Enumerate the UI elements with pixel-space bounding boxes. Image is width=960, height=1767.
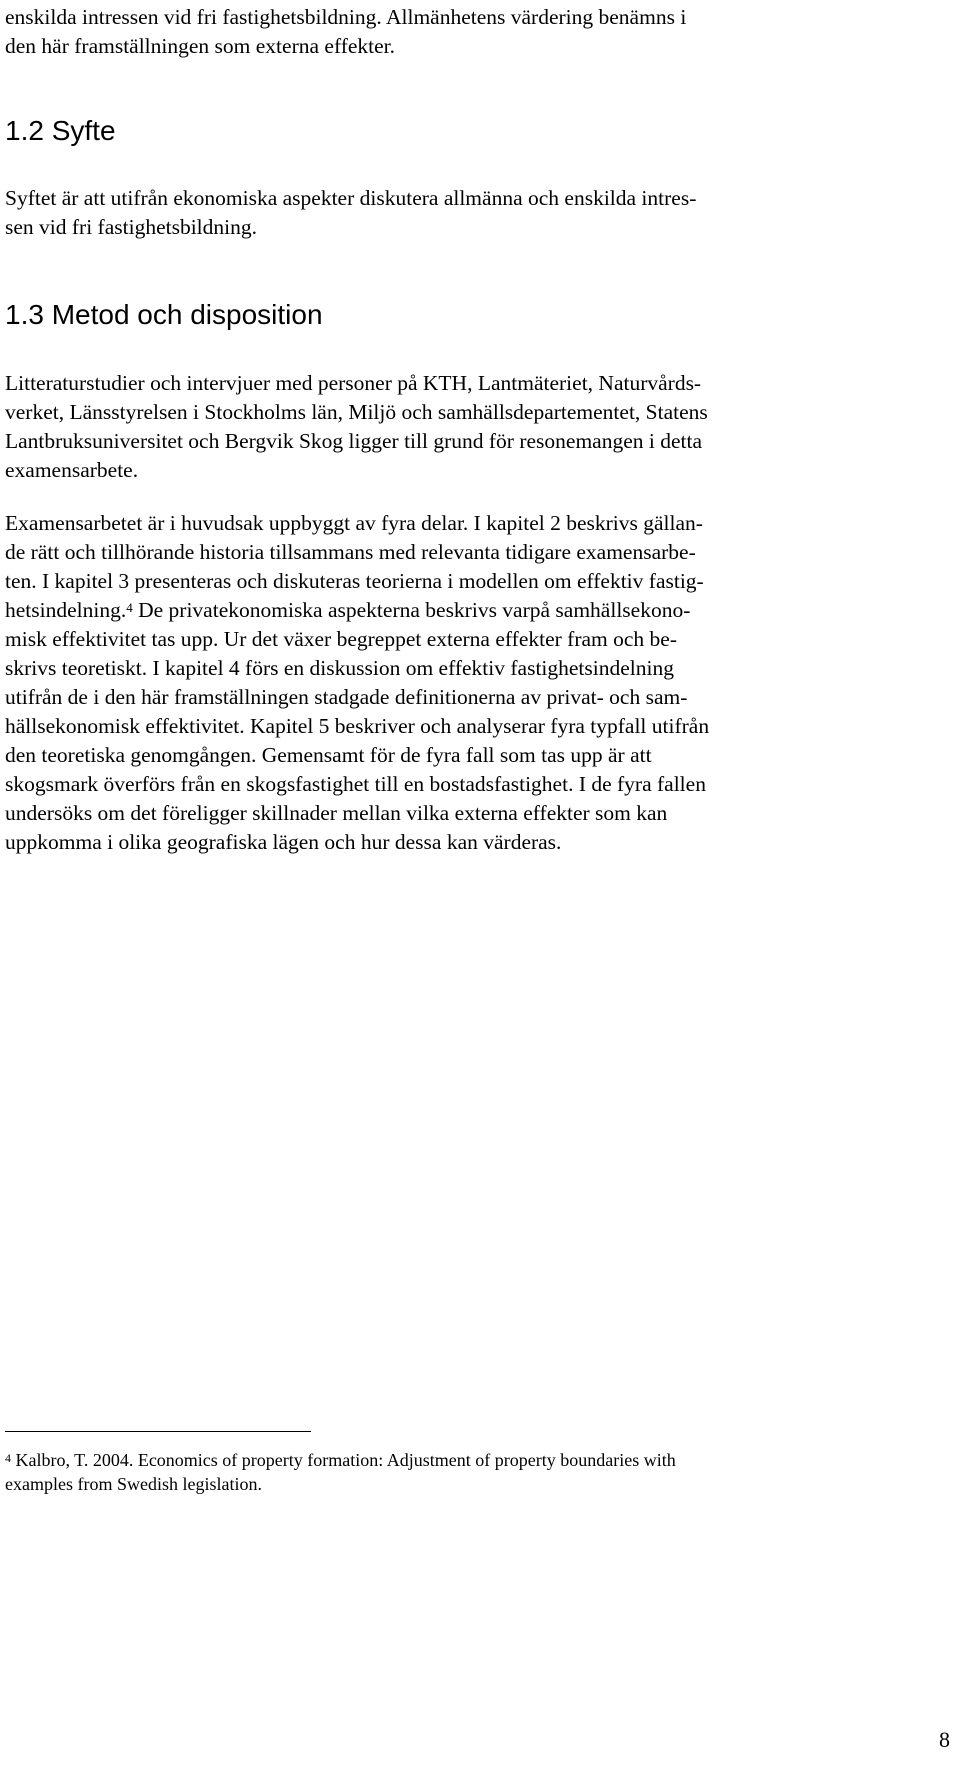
metod-p2-line-5: misk effektivitet tas upp. Ur det växer begreppet externa effekter fram och be- — [5, 627, 677, 651]
syfte-line-2: sen vid fri fastighetsbildning. — [5, 215, 257, 239]
metod-p1-line-1: Litteraturstudier och intervjuer med personer på KTH, Lantmäteriet, Naturvårds- — [5, 371, 702, 395]
metod-p2-line-1: Examensarbetet är i huvudsak uppbyggt av fyra delar. I kapitel 2 beskrivs gällan- — [5, 511, 703, 535]
metod-p2-line-11: undersöks om det föreligger skillnader mellan vilka externa effekter som kan — [5, 801, 668, 825]
metod-p2-line-6: skrivs teoretiskt. I kapitel 4 förs en diskussion om effektiv fastighetsindelning — [5, 656, 674, 680]
metod-p1-line-4: examensarbete. — [5, 458, 139, 482]
metod-p2-line-12: uppkomma i olika geografiska lägen och hur dessa kan värderas. — [5, 830, 562, 854]
metod-p2-line-8: hällsekonomisk effektivitet. Kapitel 5 beskriver och analyserar fyra typfall utifrån — [5, 714, 710, 738]
metod-p1-line-2: verket, Länsstyrelsen i Stockholms län, Miljö och samhällsdepartementet, Statens — [5, 400, 708, 424]
metod-p2-line-10: skogsmark överförs från en skogsfastighet till en bostadsfastighet. I de fyra fallen — [5, 772, 706, 796]
section-heading-syfte: 1.2 Syfte — [5, 115, 116, 146]
metod-p2-line-2: de rätt och tillhörande historia tillsammans med relevanta tidigare examensarbe- — [5, 540, 696, 564]
metod-p2-line-7: utifrån de i den här framställningen stadgade definitionerna av privat- och sam- — [5, 685, 688, 709]
metod-p2-line-9: den teoretiska genomgången. Gemensamt för de fyra fall som tas upp är att — [5, 743, 652, 767]
intro-line-1: enskilda intressen vid fri fastighetsbildning. Allmänhetens värdering benämns i — [5, 5, 687, 29]
metod-p1-line-3: Lantbruksuniversitet och Bergvik Skog ligger till grund för resonemangen i detta — [5, 429, 703, 453]
footnote-line-2: examples from Swedish legislation. — [5, 1474, 262, 1494]
footnote-text-1: Kalbro, T. 2004. Economics of property formation: Adjustment of property boundaries with — [11, 1450, 676, 1470]
footnote-line-1 — [5, 1448, 676, 1472]
syfte-line-1: Syftet är att utifrån ekonomiska aspekter diskutera allmänna och enskilda intres- — [5, 186, 697, 210]
metod-p2-line-4-end: De privatekonomiska aspekterna beskrivs varpå samhällsekono- — [132, 598, 691, 622]
footnote-separator — [5, 1431, 311, 1432]
footnote-mark: 4 — [5, 1451, 11, 1465]
section-heading-metod: 1.3 Metod och disposition — [5, 299, 323, 330]
metod-p2-line-3: ten. I kapitel 3 presenteras och diskuteras teorierna i modellen om effektiv fastig- — [5, 569, 704, 593]
footnote-reference-4: 4 — [126, 600, 133, 615]
page-number: 8 — [939, 1727, 950, 1752]
metod-p2-line-4-start: hetsindelning. — [5, 598, 127, 622]
metod-p2-line-4 — [5, 595, 690, 625]
intro-line-2: den här framställningen som externa effekter. — [5, 34, 396, 58]
